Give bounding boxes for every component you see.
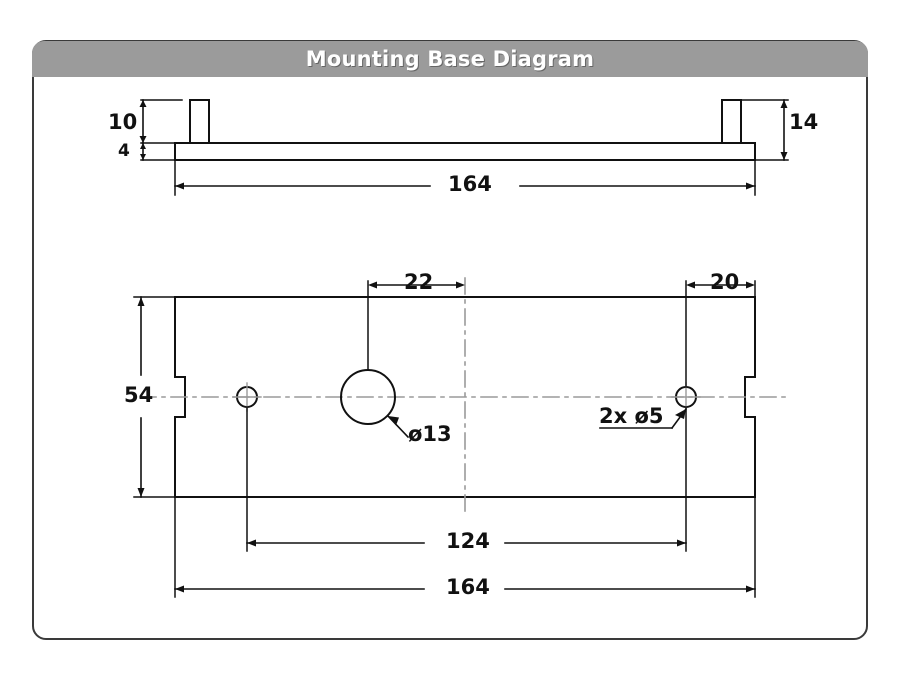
dim-arrow-22-right xyxy=(456,282,465,289)
dim-arrow-54-down xyxy=(138,488,145,497)
leader-arrow-dia13 xyxy=(388,416,399,426)
dim-arrow-14-up xyxy=(781,100,788,108)
dim-arrow-top164-right xyxy=(746,586,755,593)
dim-label-20: 20 xyxy=(710,270,740,294)
dim-label-4: 4 xyxy=(118,141,130,161)
dim-label-side-164: 164 xyxy=(448,172,492,196)
dim-arrow-side164-left xyxy=(175,183,184,190)
dim-arrow-22-left xyxy=(368,282,377,289)
dim-arrow-124-left xyxy=(247,540,256,547)
dim-arrow-20-right xyxy=(746,282,755,289)
side-view-right-post xyxy=(722,100,741,143)
dim-label-54: 54 xyxy=(124,383,154,407)
dim-label-22: 22 xyxy=(404,270,434,294)
dim-arrow-4-up xyxy=(140,143,146,149)
dim-arrow-124-right xyxy=(677,540,686,547)
dim-label-top-164: 164 xyxy=(446,575,490,599)
side-view-left-post xyxy=(190,100,209,143)
dim-arrow-4-down xyxy=(140,154,146,160)
dim-arrow-10-down xyxy=(140,136,147,143)
dim-arrow-top164-left xyxy=(175,586,184,593)
dim-arrow-54-up xyxy=(138,297,145,306)
dim-arrow-side164-right xyxy=(746,183,755,190)
dim-arrow-20-left xyxy=(686,282,695,289)
side-view-bar xyxy=(175,143,755,160)
dim-label-124: 124 xyxy=(446,529,490,553)
dim-label-2x-dia5: 2x ø5 xyxy=(599,404,664,428)
page-title: Mounting Base Diagram xyxy=(305,47,595,71)
dim-arrow-10-up xyxy=(140,100,147,107)
dim-label-dia13: ø13 xyxy=(408,422,452,446)
dim-label-10: 10 xyxy=(108,110,138,134)
dim-arrow-14-down xyxy=(781,152,788,160)
dim-label-14: 14 xyxy=(789,110,819,134)
